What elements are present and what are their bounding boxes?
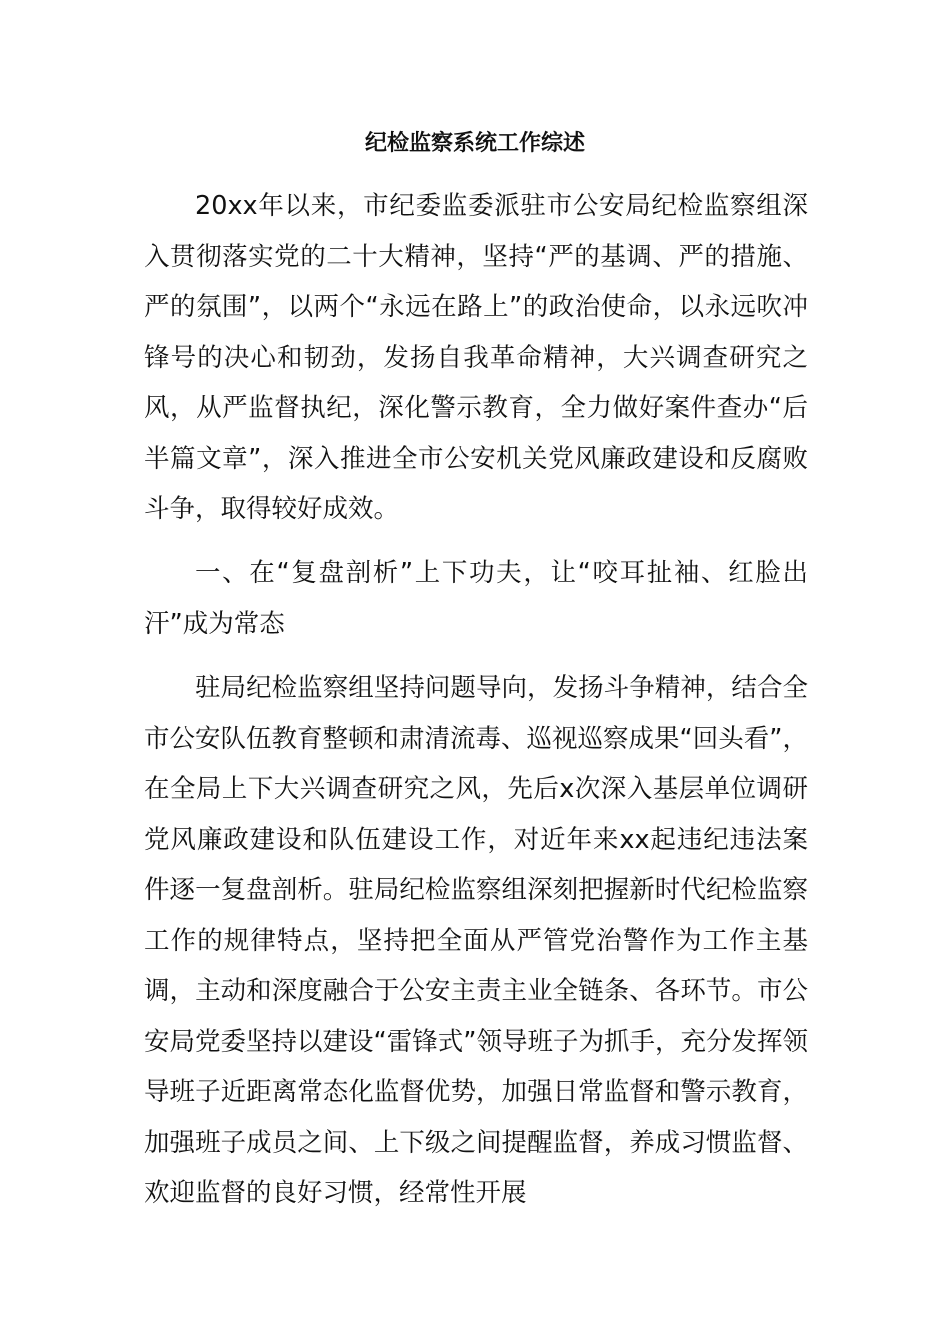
paragraph-intro: 20xx年以来，市纪委监委派驻市公安局纪检监察组深入贯彻落实党的二十大精神，坚持“严的基调、严的措施、严的氛围”，以两个“永远在路上”的政治使命，以永远吹冲锋号的决心和韧劲，发扬自我革命精神，大兴调查研究之风，从严监督执纪，深化警示教育，全力做好案件查办“后半篇文章”，深入推进全市公安机关党风廉政建设和反腐败斗争，取得较好成效。 (144, 191, 808, 524)
paragraph-body: 驻局纪检监察组坚持问题导向，发扬斗争精神，结合全市公安队伍教育整顿和肃清流毒、巡视巡察成果“回头看”，在全局上下大兴调查研究之风，先后x次深入基层单位调研党风廉政建设和队伍建设工作，对近年来xx起违纪违法案件逐一复盘剖析。驻局纪检监察组深刻把握新时代纪检监察工作的规律特点，坚持把全面从严管党治警作为工作主基调，主动和深度融合于公安主责主业全链条、各环节。市公安局党委坚持以建设“雷锋式”领导班子为抓手，充分发挥领导班子近距离常态化监督优势，加强日常监督和警示教育，加强班子成员之间、上下级之间提醒监督，养成习惯监督、欢迎监督的良好习惯，经常性开展 (144, 673, 808, 1208)
document-title: 纪检监察系统工作综述 (364, 131, 585, 156)
section-heading: 一、在“复盘剖析”上下功夫，让“咬耳扯袖、红脸出汗”成为常态 (144, 558, 808, 639)
